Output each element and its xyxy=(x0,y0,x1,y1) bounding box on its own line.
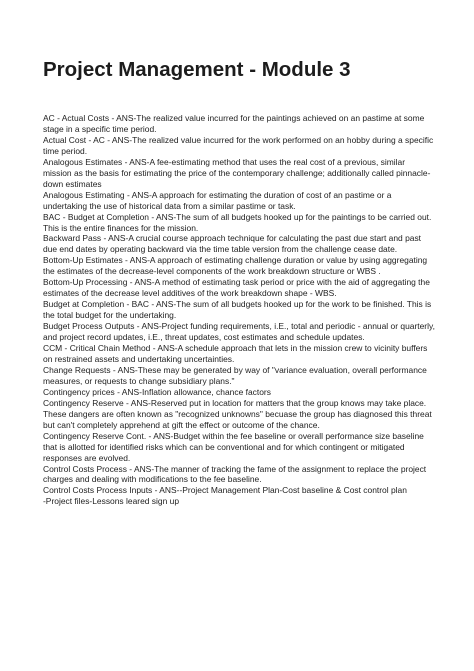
paragraph: Contingency Reserve Cont. - ANS-Budget within the fee baseline or overall performance size baseline that is allotted for identified risks which can be conventional and for which contingent or mitigated responses are evolved. xyxy=(43,430,424,463)
document-body xyxy=(43,113,435,507)
paragraph: Bottom-Up Processing - ANS-A method of estimating task period or price with the aid of aggregating the estimates of the decrease level additives of the work breakdown shape - WBS. xyxy=(43,277,430,299)
paragraph: Budget Process Outputs - ANS-Project funding requirements, i.E., total and periodic - annual or quarterly, and project record updates, i.E., threat updates, cost estimates and schedule updates. xyxy=(43,321,435,343)
paragraph: Backward Pass - ANS-A crucial course approach technique for calculating the past due start and past due end dates by operating backward via the time table version from the challenge cease date. xyxy=(43,233,422,255)
paragraph: Bottom-Up Estimates - ANS-A approach of estimating challenge duration or value by using aggregating the estimates of the decrease-level components of the work breakdown structure or WBS . xyxy=(43,255,428,277)
paragraph: Contingency Reserve - ANS-Reserved put in location for matters that the group knows may take place. These dangers are often known as "recognized unknowns" becuase the group has diagnosed this threat but can't completely apprehend at gift the effect or outcome of the chance. xyxy=(43,397,432,430)
paragraph: Control Costs Process - ANS-The manner of tracking the fame of the assignment to replace the project charges and dealing with modifications to the fee baseline. xyxy=(43,463,427,485)
paragraph: Actual Cost - AC - ANS-The realized value incurred for the work performed on an hobby during a specific time period. xyxy=(43,134,434,156)
paragraph: Change Requests - ANS-These may be generated by way of "variance evaluation, overall performance measures, or requests to change subsidiary plans." xyxy=(43,364,427,386)
paragraph: -Project files-Lessons leared sign up xyxy=(43,496,180,507)
paragraph: Analogous Estimating - ANS-A approach for estimating the duration of cost of an pastime or a undertaking the use of historical data from a similar pastime or task. xyxy=(43,189,392,211)
paragraph: AC - Actual Costs - ANS-The realized value incurred for the paintings achieved on an pastime at some stage in a specific time period. xyxy=(43,113,425,134)
paragraph: CCM - Critical Chain Method - ANS-A schedule approach that lets in the mission crew to vicinity buffers on restrained assets and undertaking uncertainties. xyxy=(43,343,428,364)
paragraph: Control Costs Process Inputs - ANS--Project Management Plan-Cost baseline & Cost control plan xyxy=(43,485,407,496)
paragraph: Contingency prices - ANS-Inflation allowance, chance factors xyxy=(43,386,271,397)
page-title: Project Management - Module 3 xyxy=(43,58,351,81)
paragraph: Budget at Completion - BAC - ANS-The sum of all budgets hooked up for the work to be finished. This is the total budget for the undertaking. xyxy=(43,299,432,321)
paragraph: BAC - Budget at Completion - ANS-The sum of all budgets hooked up for the paintings to be carried out. This is the entire finances for the mission. xyxy=(43,211,432,233)
paragraph: Analogous Estimates - ANS-A fee-estimating method that uses the real cost of a previous, similar mission as the basis for estimating the price of the contemporary challenge; additionally called pinnacle-down estimates xyxy=(43,156,431,189)
